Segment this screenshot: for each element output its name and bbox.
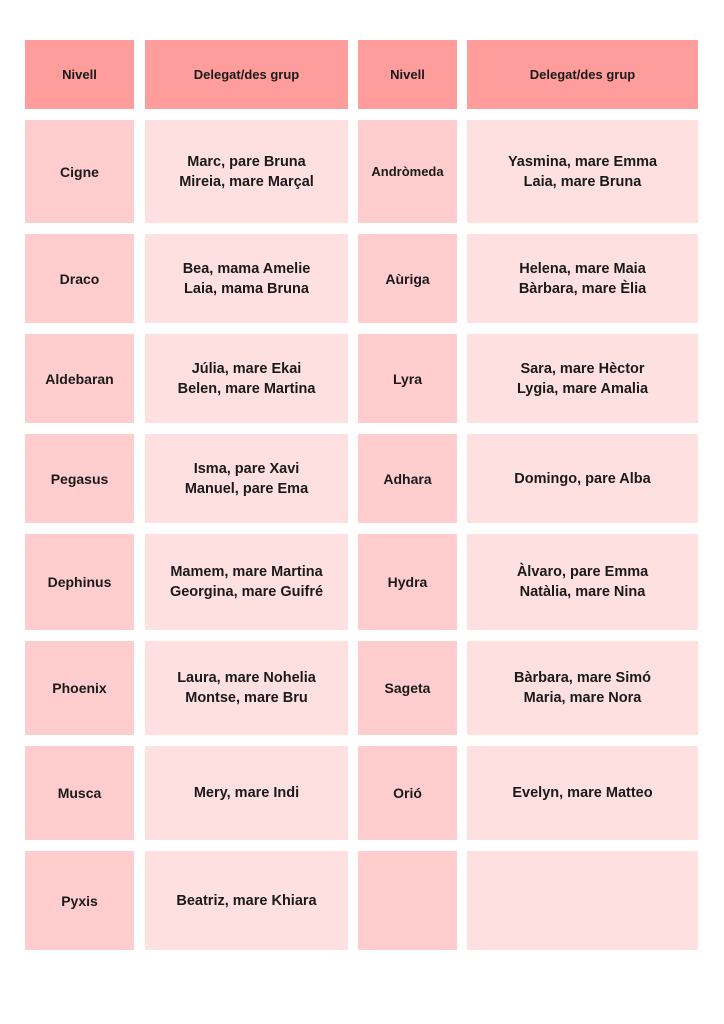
delegat-line: Maria, mare Nora bbox=[523, 690, 642, 706]
nivell-cell: Aldebaran bbox=[25, 334, 134, 423]
nivell-cell: Lyra bbox=[358, 334, 457, 423]
nivell-cell: Sageta bbox=[358, 641, 457, 735]
delegat-line: Marc, pare Bruna bbox=[187, 153, 306, 170]
header-delegat-right: Delegat/des grup bbox=[467, 40, 698, 109]
delegat-cell bbox=[145, 434, 348, 523]
delegat-line: Georgina, mare Guifré bbox=[169, 584, 324, 600]
nivell-cell: Pyxis bbox=[25, 851, 134, 950]
delegat-line: Bea, mama Amelie bbox=[182, 260, 311, 277]
nivell-cell: Pegasus bbox=[25, 434, 134, 523]
delegat-line: Bàrbara, mare Èlia bbox=[518, 280, 647, 297]
nivell-cell: Dephinus bbox=[25, 534, 134, 630]
nivell-cell: Draco bbox=[25, 234, 134, 323]
delegat-line: Montse, mare Bru bbox=[185, 690, 308, 706]
delegat-line: Natàlia, mare Nina bbox=[519, 584, 646, 600]
delegat-line: Belen, mare Martina bbox=[177, 380, 316, 397]
delegat-line: Yasmina, mare Emma bbox=[507, 153, 658, 170]
delegat-line: Helena, mare Maia bbox=[519, 260, 646, 277]
delegat-line: Sara, mare Hèctor bbox=[520, 360, 645, 377]
delegat-line: Àlvaro, pare Emma bbox=[516, 564, 649, 580]
delegat-line: Beatriz, mare Khiara bbox=[176, 892, 317, 909]
header-delegat-left: Delegat/des grup bbox=[145, 40, 348, 109]
nivell-cell: Adhara bbox=[358, 434, 457, 523]
nivell-cell: Musca bbox=[25, 746, 134, 840]
delegat-line: Domingo, pare Alba bbox=[514, 470, 651, 487]
delegat-cell-empty bbox=[467, 851, 698, 950]
delegat-cell bbox=[145, 120, 348, 223]
nivell-cell: Orió bbox=[358, 746, 457, 840]
delegat-cell bbox=[145, 641, 348, 735]
delegat-cell bbox=[145, 534, 348, 630]
delegat-line: Mery, mare Indi bbox=[193, 785, 300, 801]
delegat-cell bbox=[467, 334, 698, 423]
delegat-cell bbox=[145, 746, 348, 840]
header-nivell-right: Nivell bbox=[358, 40, 457, 109]
nivell-cell: Cigne bbox=[25, 120, 134, 223]
delegat-line: Bàrbara, mare Simó bbox=[513, 670, 651, 686]
delegat-cell bbox=[467, 746, 698, 840]
delegat-line: Laia, mare Bruna bbox=[523, 173, 642, 190]
delegat-line: Lygia, mare Amalia bbox=[516, 380, 649, 397]
delegat-cell bbox=[145, 851, 348, 950]
delegat-cell bbox=[467, 434, 698, 523]
delegat-line: Mamem, mare Martina bbox=[170, 564, 323, 580]
delegat-cell bbox=[145, 334, 348, 423]
delegat-cell bbox=[467, 534, 698, 630]
nivell-cell: Aùriga bbox=[358, 234, 457, 323]
delegat-line: Isma, pare Xavi bbox=[193, 460, 300, 477]
delegat-cell bbox=[467, 120, 698, 223]
delegat-line: Júlia, mare Ekai bbox=[191, 360, 302, 377]
delegat-line: Laura, mare Nohelia bbox=[177, 670, 316, 686]
delegat-line: Evelyn, mare Matteo bbox=[512, 785, 653, 801]
nivell-cell-empty bbox=[358, 851, 457, 950]
delegat-line: Mireia, mare Marçal bbox=[179, 173, 314, 190]
delegat-line: Manuel, pare Ema bbox=[184, 480, 309, 497]
nivell-cell: Hydra bbox=[358, 534, 457, 630]
nivell-cell: Phoenix bbox=[25, 641, 134, 735]
delegat-cell bbox=[467, 641, 698, 735]
header-nivell-left: Nivell bbox=[25, 40, 134, 109]
delegat-cell bbox=[467, 234, 698, 323]
delegat-cell bbox=[145, 234, 348, 323]
nivell-cell: Andròmeda bbox=[358, 120, 457, 223]
delegat-line: Laia, mama Bruna bbox=[184, 280, 309, 297]
